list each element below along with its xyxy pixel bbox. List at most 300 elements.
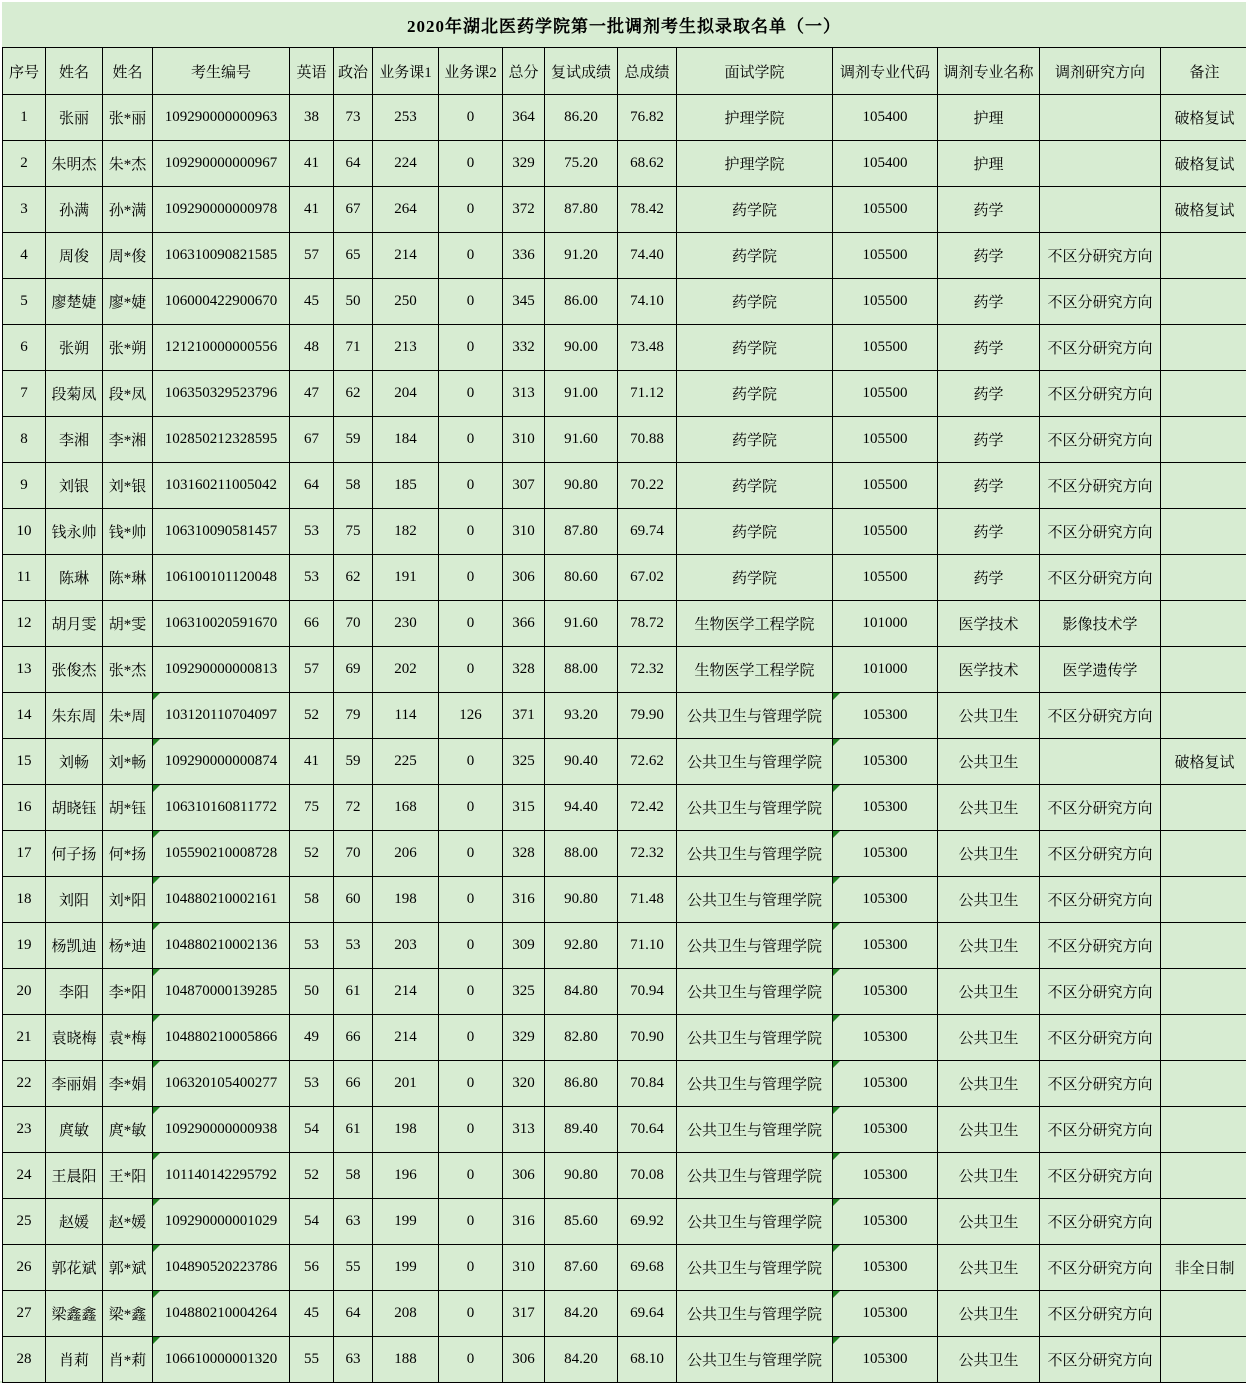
cell-text: 84.80 [564, 983, 598, 999]
table-cell [439, 1291, 503, 1337]
cell-text: 65 [346, 247, 361, 263]
table-cell [938, 279, 1040, 325]
cell-text: 李阳 [59, 985, 89, 1001]
cell-text: 护理学院 [724, 111, 784, 127]
table-cell [545, 877, 618, 923]
cell-text: 224 [394, 155, 417, 171]
cell-text: 310 [512, 1259, 535, 1275]
table-cell [618, 463, 677, 509]
cell-text: 胡*钰 [109, 801, 147, 817]
cell-text: 庹敏 [59, 1123, 89, 1139]
cell-text: 66 [346, 1029, 361, 1045]
cell-text: 105300 [863, 1259, 908, 1275]
table-cell [938, 693, 1040, 739]
table-cell [545, 1337, 618, 1383]
table-cell [938, 785, 1040, 831]
table-cell [334, 923, 373, 969]
cell-text: 70.94 [630, 983, 664, 999]
table-cell [153, 463, 290, 509]
cell-text: 38 [304, 109, 319, 125]
error-indicator-triangle-icon [833, 877, 840, 884]
cell-text: 84.20 [564, 1305, 598, 1321]
table-cell [373, 1337, 439, 1383]
table-cell [3, 1015, 46, 1061]
cell-text: 肖莉 [59, 1353, 89, 1369]
cell-text: 307 [512, 477, 535, 493]
table-cell [833, 1153, 938, 1199]
cell-text: 0 [467, 799, 475, 815]
cell-text: 生物医学工程学院 [694, 663, 814, 679]
cell-text: 105500 [863, 201, 908, 217]
table-cell [46, 923, 103, 969]
table-cell [833, 371, 938, 417]
cell-text: 89.40 [564, 1121, 598, 1137]
cell-text: 医学技术 [958, 663, 1018, 679]
table-cell [153, 923, 290, 969]
cell-text: 54 [304, 1213, 319, 1229]
cell-text: 不区分研究方向 [1047, 571, 1152, 587]
cell-text: 325 [512, 753, 535, 769]
cell-text: 230 [394, 615, 417, 631]
table-cell [334, 1199, 373, 1245]
cell-text: 破格复试 [1174, 111, 1234, 127]
error-indicator-triangle-icon [833, 1245, 840, 1252]
error-indicator-triangle-icon [833, 1199, 840, 1206]
error-indicator-triangle-icon [153, 1015, 160, 1022]
cell-text: 70.08 [630, 1167, 664, 1183]
cell-text: 不区分研究方向 [1047, 295, 1152, 311]
cell-text: 0 [467, 293, 475, 309]
cell-text: 刘畅 [59, 755, 89, 771]
cell-text: 90.80 [564, 891, 598, 907]
table-cell [373, 1245, 439, 1291]
table-cell [503, 279, 545, 325]
cell-text: 91.00 [564, 385, 598, 401]
table-cell [618, 1061, 677, 1107]
cell-text: 316 [512, 1213, 535, 1229]
cell-text: 破格复试 [1174, 203, 1234, 219]
cell-text: 公共卫生与管理学院 [687, 1123, 822, 1139]
table-cell [938, 831, 1040, 877]
cell-text: 14 [17, 707, 32, 723]
cell-text: 钱*帅 [109, 525, 147, 541]
table-cell [503, 969, 545, 1015]
cell-text: 李湘 [59, 433, 89, 449]
table-row [3, 371, 1246, 417]
cell-text: 329 [512, 1029, 535, 1045]
table-cell [677, 1107, 833, 1153]
cell-text: 71.12 [630, 385, 664, 401]
table-cell [545, 279, 618, 325]
cell-text: 周俊 [59, 249, 89, 265]
table-cell [618, 141, 677, 187]
cell-text: 313 [512, 1121, 535, 1137]
table-cell [373, 463, 439, 509]
table-cell [1161, 1153, 1246, 1199]
table-cell [46, 969, 103, 1015]
table-cell [677, 693, 833, 739]
table-cell [439, 1015, 503, 1061]
table-cell [153, 233, 290, 279]
cell-text: 50 [346, 293, 361, 309]
table-cell [833, 1337, 938, 1383]
table-cell [618, 1337, 677, 1383]
table-row [3, 463, 1246, 509]
cell-text: 53 [304, 523, 319, 539]
table-cell [103, 601, 153, 647]
table-row [3, 693, 1246, 739]
table-cell [1161, 95, 1246, 141]
cell-text: 63 [346, 1213, 361, 1229]
table-cell [1161, 509, 1246, 555]
table-cell [677, 233, 833, 279]
table-cell [334, 233, 373, 279]
table-cell [46, 1015, 103, 1061]
table-cell [334, 1153, 373, 1199]
cell-text: 公共卫生与管理学院 [687, 985, 822, 1001]
table-cell [153, 1337, 290, 1383]
table-cell [833, 1245, 938, 1291]
table-cell [46, 187, 103, 233]
table-cell [334, 95, 373, 141]
cell-text: 58 [346, 1167, 361, 1183]
cell-text: 0 [467, 1029, 475, 1045]
table-cell [334, 785, 373, 831]
cell-text: 不区分研究方向 [1047, 341, 1152, 357]
cell-text: 101000 [863, 661, 908, 677]
cell-text: 41 [304, 753, 319, 769]
cell-text: 26 [17, 1259, 32, 1275]
table-cell [618, 1199, 677, 1245]
cell-text: 不区分研究方向 [1047, 1123, 1152, 1139]
column-header: 姓名 [103, 48, 153, 95]
table-cell [373, 1107, 439, 1153]
table-cell [833, 1015, 938, 1061]
cell-text: 306 [512, 569, 535, 585]
cell-text: 85.60 [564, 1213, 598, 1229]
cell-text: 372 [512, 201, 535, 217]
table-cell [290, 923, 334, 969]
table-cell [938, 371, 1040, 417]
table-cell [677, 1291, 833, 1337]
cell-text: 371 [512, 707, 535, 723]
table-cell [1161, 1291, 1246, 1337]
cell-text: 公共卫生 [958, 893, 1018, 909]
table-row [3, 785, 1246, 831]
table-cell [373, 509, 439, 555]
table-cell [153, 1153, 290, 1199]
cell-text: 121210000000556 [165, 339, 278, 355]
table-cell [1040, 371, 1161, 417]
table-cell [46, 325, 103, 371]
table-cell [103, 1061, 153, 1107]
table-cell [46, 1291, 103, 1337]
cell-text: 72.62 [630, 753, 664, 769]
cell-text: 27 [17, 1305, 32, 1321]
table-cell [153, 1199, 290, 1245]
cell-text: 0 [467, 155, 475, 171]
cell-text: 104880210004264 [165, 1305, 278, 1321]
table-cell [373, 877, 439, 923]
cell-text: 69.92 [630, 1213, 664, 1229]
cell-text: 184 [394, 431, 417, 447]
table-cell [290, 463, 334, 509]
table-cell [1161, 187, 1246, 233]
table-cell [373, 1153, 439, 1199]
cell-text: 4 [20, 247, 28, 263]
error-indicator-triangle-icon [153, 923, 160, 930]
column-header: 调剂专业代码 [833, 48, 938, 95]
table-cell [153, 877, 290, 923]
table-cell [439, 831, 503, 877]
error-indicator-triangle-icon [153, 877, 160, 884]
cell-text: 106320105400277 [165, 1075, 278, 1091]
table-cell [334, 1245, 373, 1291]
cell-text: 段菊凤 [51, 387, 96, 403]
cell-text: 公共卫生与管理学院 [687, 1353, 822, 1369]
cell-text: 药学 [973, 571, 1003, 587]
cell-text: 106310020591670 [165, 615, 278, 631]
table-cell [103, 509, 153, 555]
cell-text: 106100101120048 [165, 569, 277, 585]
cell-text: 90.80 [564, 477, 598, 493]
table-cell [1040, 463, 1161, 509]
cell-text: 70 [346, 615, 361, 631]
cell-text: 88.00 [564, 845, 598, 861]
cell-text: 0 [467, 1213, 475, 1229]
table-cell [439, 371, 503, 417]
table-cell [503, 831, 545, 877]
cell-text: 59 [346, 431, 361, 447]
cell-text: 公共卫生 [958, 1077, 1018, 1093]
cell-text: 破格复试 [1174, 157, 1234, 173]
table-cell [1161, 969, 1246, 1015]
table-cell [677, 509, 833, 555]
table-cell [1161, 693, 1246, 739]
table-cell [373, 371, 439, 417]
table-row [3, 647, 1246, 693]
table-cell [439, 325, 503, 371]
cell-text: 126 [459, 707, 482, 723]
cell-text: 不区分研究方向 [1047, 1307, 1152, 1323]
cell-text: 64 [346, 155, 361, 171]
cell-text: 药学院 [732, 479, 777, 495]
table-cell [290, 693, 334, 739]
table-cell [153, 417, 290, 463]
cell-text: 3 [20, 201, 28, 217]
table-cell [503, 1153, 545, 1199]
cell-text: 199 [394, 1213, 417, 1229]
cell-text: 朱东周 [51, 709, 96, 725]
cell-text: 66 [304, 615, 319, 631]
table-cell [439, 1061, 503, 1107]
cell-text: 203 [394, 937, 417, 953]
table-cell [153, 279, 290, 325]
table-cell [334, 463, 373, 509]
cell-text: 0 [467, 431, 475, 447]
table-cell [677, 95, 833, 141]
table-row [3, 601, 1246, 647]
cell-text: 公共卫生与管理学院 [687, 801, 822, 817]
table-cell [938, 1337, 1040, 1383]
cell-text: 47 [304, 385, 319, 401]
table-cell [545, 1107, 618, 1153]
table-cell [439, 877, 503, 923]
cell-text: 16 [17, 799, 32, 815]
table-cell [334, 509, 373, 555]
cell-text: 护理 [973, 157, 1003, 173]
table-cell [373, 1015, 439, 1061]
table-cell [373, 969, 439, 1015]
cell-text: 57 [304, 247, 319, 263]
error-indicator-triangle-icon [153, 1061, 160, 1068]
cell-text: 0 [467, 339, 475, 355]
table-cell [938, 1199, 1040, 1245]
table-cell [1161, 325, 1246, 371]
cell-text: 306 [512, 1167, 535, 1183]
table-cell [3, 693, 46, 739]
cell-text: 药学 [973, 341, 1003, 357]
table-cell [677, 1015, 833, 1061]
table-cell [439, 647, 503, 693]
table-cell [103, 1199, 153, 1245]
cell-text: 公共卫生与管理学院 [687, 893, 822, 909]
table-cell [373, 279, 439, 325]
cell-text: 肖*莉 [109, 1353, 147, 1369]
cell-text: 106310160811772 [165, 799, 277, 815]
table-cell [545, 463, 618, 509]
table-cell [677, 877, 833, 923]
table-cell [153, 325, 290, 371]
cell-text: 70.88 [630, 431, 664, 447]
cell-text: 71 [346, 339, 361, 355]
cell-text: 48 [304, 339, 319, 355]
column-header: 考生编号 [153, 48, 290, 95]
cell-text: 106000422900670 [165, 293, 278, 309]
cell-text: 药学院 [732, 571, 777, 587]
cell-text: 公共卫生与管理学院 [687, 939, 822, 955]
table-cell [46, 1107, 103, 1153]
cell-text: 不区分研究方向 [1047, 433, 1152, 449]
cell-text: 90.00 [564, 339, 598, 355]
table-cell [1040, 279, 1161, 325]
table-cell [1040, 739, 1161, 785]
table-cell [153, 969, 290, 1015]
error-indicator-triangle-icon [833, 923, 840, 930]
cell-text: 不区分研究方向 [1047, 709, 1152, 725]
cell-text: 孙*满 [109, 203, 147, 219]
table-cell [290, 601, 334, 647]
table-cell [938, 739, 1040, 785]
cell-text: 朱*杰 [109, 157, 147, 173]
table-cell [103, 785, 153, 831]
cell-text: 71.10 [630, 937, 664, 953]
table-cell [938, 969, 1040, 1015]
table-cell [1040, 1199, 1161, 1245]
cell-text: 段*凤 [109, 387, 147, 403]
cell-text: 药学 [973, 387, 1003, 403]
cell-text: 刘*阳 [109, 893, 147, 909]
table-cell [545, 325, 618, 371]
cell-text: 0 [467, 753, 475, 769]
table-cell [334, 187, 373, 233]
table-cell [334, 831, 373, 877]
cell-text: 0 [467, 1305, 475, 1321]
cell-text: 101000 [863, 615, 908, 631]
table-cell [503, 141, 545, 187]
table-cell [503, 601, 545, 647]
table-cell [503, 647, 545, 693]
table-cell [503, 95, 545, 141]
table-cell [1161, 831, 1246, 877]
column-header: 调剂专业名称 [938, 48, 1040, 95]
table-cell [677, 923, 833, 969]
cell-text: 56 [304, 1259, 319, 1275]
table-cell [46, 555, 103, 601]
cell-text: 58 [304, 891, 319, 907]
table-cell [103, 693, 153, 739]
table-cell [439, 923, 503, 969]
cell-text: 公共卫生 [958, 1353, 1018, 1369]
cell-text: 17 [17, 845, 32, 861]
table-cell [503, 1107, 545, 1153]
table-cell [1040, 1015, 1161, 1061]
column-header: 英语 [290, 48, 334, 95]
cell-text: 94.40 [564, 799, 598, 815]
table-cell [153, 1245, 290, 1291]
cell-text: 胡晓钰 [51, 801, 96, 817]
page-title: 2020年湖北医药学院第一批调剂考生拟录取名单（一） [2, 2, 1246, 47]
column-header: 面试学院 [677, 48, 833, 95]
table-cell [503, 1199, 545, 1245]
table-cell [103, 417, 153, 463]
cell-text: 59 [346, 753, 361, 769]
table-cell [153, 785, 290, 831]
cell-text: 105300 [863, 1075, 908, 1091]
cell-text: 90.80 [564, 1167, 598, 1183]
cell-text: 28 [17, 1351, 32, 1367]
table-cell [290, 509, 334, 555]
cell-text: 不区分研究方向 [1047, 479, 1152, 495]
table-cell [153, 831, 290, 877]
cell-text: 317 [512, 1305, 535, 1321]
cell-text: 75 [304, 799, 319, 815]
cell-text: 陈*琳 [109, 571, 147, 587]
table-cell [1040, 1153, 1161, 1199]
cell-text: 0 [467, 247, 475, 263]
table-cell [3, 187, 46, 233]
cell-text: 梁*鑫 [109, 1307, 147, 1323]
table-cell [373, 325, 439, 371]
table-cell [677, 555, 833, 601]
table-cell [373, 187, 439, 233]
cell-text: 105300 [863, 707, 908, 723]
table-cell [3, 233, 46, 279]
cell-text: 赵媛 [59, 1215, 89, 1231]
table-cell [334, 1291, 373, 1337]
table-cell [153, 1061, 290, 1107]
cell-text: 何*扬 [109, 847, 147, 863]
table-cell [545, 647, 618, 693]
table-cell [833, 647, 938, 693]
cell-text: 250 [394, 293, 417, 309]
cell-text: 109290000000963 [165, 109, 278, 125]
table-cell [103, 877, 153, 923]
cell-text: 25 [17, 1213, 32, 1229]
cell-text: 69.64 [630, 1305, 664, 1321]
column-header: 业务课1 [373, 48, 439, 95]
table-cell [3, 923, 46, 969]
